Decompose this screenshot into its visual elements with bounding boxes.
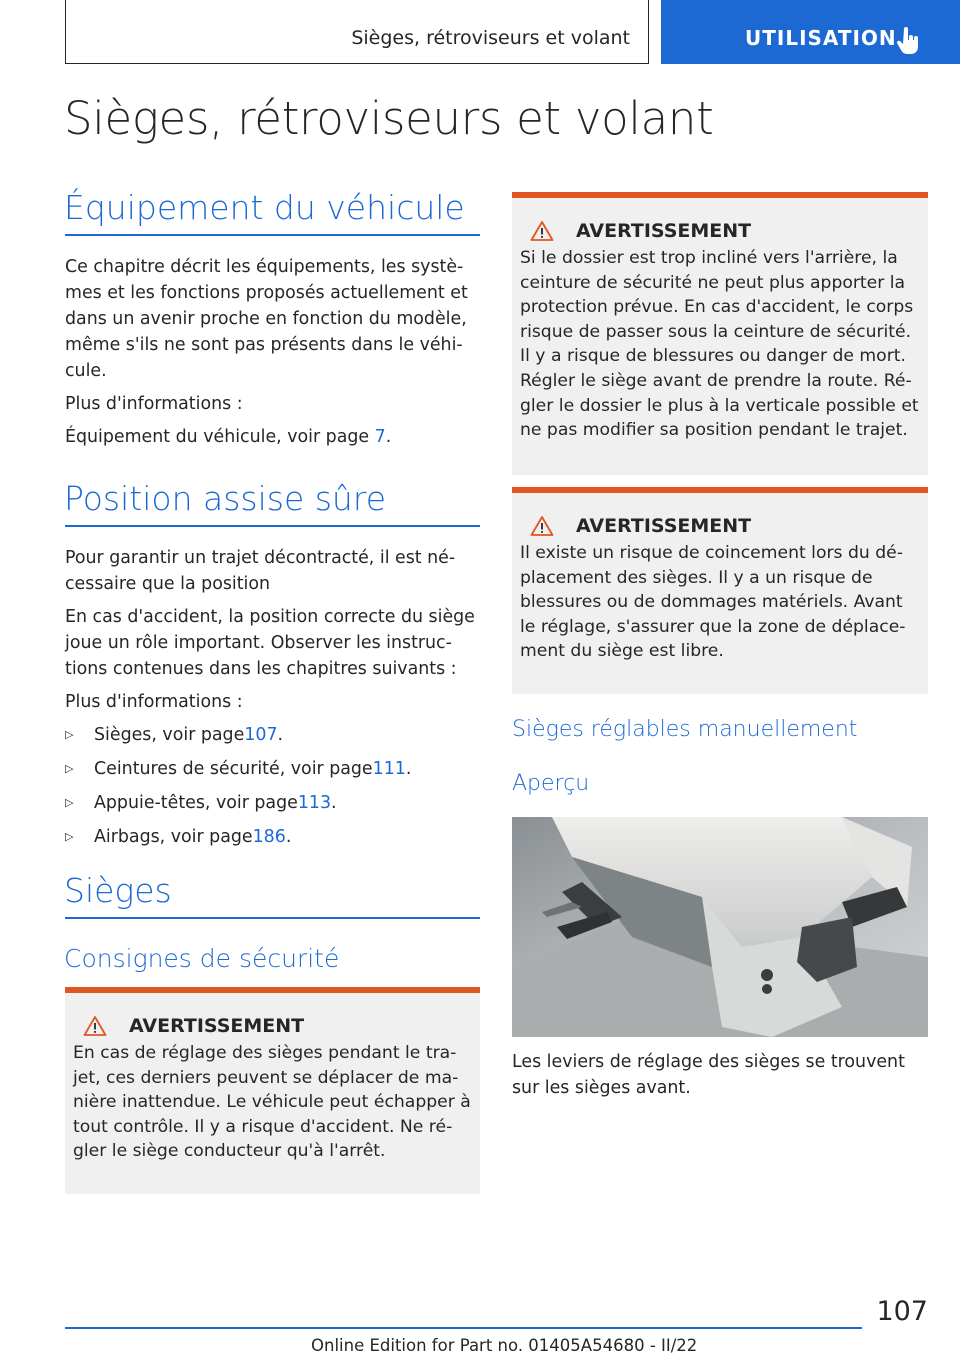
triangle-bullet-icon: ▷ <box>65 728 74 741</box>
list-item-end: . <box>331 793 337 813</box>
warning-box <box>65 987 480 1194</box>
warning-title <box>83 1015 472 1037</box>
page-link[interactable]: 186 <box>252 827 286 847</box>
hand-pointer-icon <box>895 27 921 55</box>
warning-title-text: AVERTISSEMENT <box>129 1015 305 1037</box>
heading-equipement: Équipement du véhicule <box>64 188 465 227</box>
position-paragraph-1: Pour garantir un trajet décontracté, il est nécessaire que la position <box>65 548 456 594</box>
image-caption-block <box>512 1049 928 1101</box>
page-number: 107 <box>876 1296 928 1327</box>
cross-reference-text: Équipement du véhicule, voir page <box>65 427 375 447</box>
triangle-bullet-icon: ▷ <box>65 796 74 809</box>
page-link[interactable]: 7 <box>374 427 386 447</box>
list-item-end: . <box>277 725 284 745</box>
warning-box <box>512 192 928 475</box>
cross-reference <box>65 424 480 450</box>
warning-text: Il existe un risque de coincement lors du déplacement des sièges. Il y a un risque de blessures ou de dommages matériels. Avant le réglage, s'assurer que la zone de déplacement du siège est libre. <box>520 543 906 662</box>
warning-title-text: AVERTISSEMENT <box>576 220 752 242</box>
list-item-end: . <box>285 827 292 847</box>
more-info-label: Plus d'informations : <box>65 692 243 712</box>
header-tab-label[interactable]: UTILISATION <box>745 26 897 50</box>
page-link[interactable]: 111 <box>372 759 406 779</box>
triangle-bullet-icon: ▷ <box>65 762 74 775</box>
page-title: Sièges, rétroviseurs et volant <box>64 92 714 145</box>
list-item <box>65 756 480 784</box>
header-section-title: Sièges, rétroviseurs et volant <box>351 27 630 49</box>
list-item <box>65 790 480 818</box>
heading-rule <box>65 917 480 919</box>
cross-reference-end: . <box>385 427 392 447</box>
warning-title-text: AVERTISSEMENT <box>576 515 752 537</box>
image-caption: Les leviers de réglage des sièges se trouvent sur les sièges avant. <box>512 1052 905 1098</box>
subheading-apercu: Aperçu <box>512 771 590 796</box>
heading-rule <box>65 525 480 527</box>
position-section <box>65 545 480 852</box>
warning-text: En cas de réglage des sièges pendant le trajet, ces derniers peuvent se déplacer de manière inattendue. Le véhicule peut échapper à tout contrôle. Il y a risque d'accident. Ne régler le siège conducteur qu'à l'arrêt. <box>73 1043 471 1162</box>
warning-triangle-icon <box>83 1015 107 1037</box>
seat-photo <box>512 817 928 1037</box>
warning-box <box>512 487 928 694</box>
list-item-text: Airbags, voir page <box>94 827 253 847</box>
list-item-text: Ceintures de sécurité, voir page <box>94 759 373 779</box>
page-link[interactable]: 107 <box>244 725 278 745</box>
more-info-label: Plus d'informations : <box>65 394 243 414</box>
heading-sieges: Sièges <box>64 871 172 910</box>
page-link[interactable]: 113 <box>297 793 332 813</box>
position-paragraph-2: En cas d'accident, la position correcte du siège joue un rôle important. Observer les instructions contenues dans les chapitres suivants : <box>65 607 475 679</box>
list-item <box>65 722 480 750</box>
triangle-bullet-icon: ▷ <box>65 830 74 843</box>
reference-list <box>65 722 480 852</box>
footer-rule <box>65 1327 862 1329</box>
footer-edition: Online Edition for Part no. 01405A54680 - II/22 <box>311 1336 698 1355</box>
subheading-consignes: Consignes de sécurité <box>64 944 340 973</box>
equipement-section <box>65 254 480 450</box>
list-item-text: Appuie-têtes, voir page <box>94 793 298 813</box>
heading-rule <box>65 234 480 236</box>
list-item-end: . <box>405 759 412 779</box>
equipement-paragraph: Ce chapitre décrit les équipements, les systèmes et les fonctions proposés actuellement et dans un avenir proche en fonction du modèle, même s'ils ne sont pas présents dans le véhicule. <box>65 257 468 381</box>
heading-sieges-manuels: Sièges réglables manuellement <box>512 717 858 742</box>
list-item-text: Sièges, voir page <box>94 725 245 745</box>
warning-text: Si le dossier est trop incliné vers l'arrière, la ceinture de sécurité ne peut plus apporter la protection prévue. En cas d'accident, le corps risque de passer sous la ceinture de sécurité. Il y a risque de blessures ou danger de mort. Régler le siège avant de prendre la route. Régler le dossier le plus à la verticale possible et ne pas modifier sa position pendant le trajet. <box>520 248 919 441</box>
warning-title <box>530 515 920 537</box>
warning-title <box>530 220 920 242</box>
list-item <box>65 824 480 852</box>
warning-triangle-icon <box>530 515 554 537</box>
warning-triangle-icon <box>530 220 554 242</box>
heading-position: Position assise sûre <box>64 479 386 518</box>
